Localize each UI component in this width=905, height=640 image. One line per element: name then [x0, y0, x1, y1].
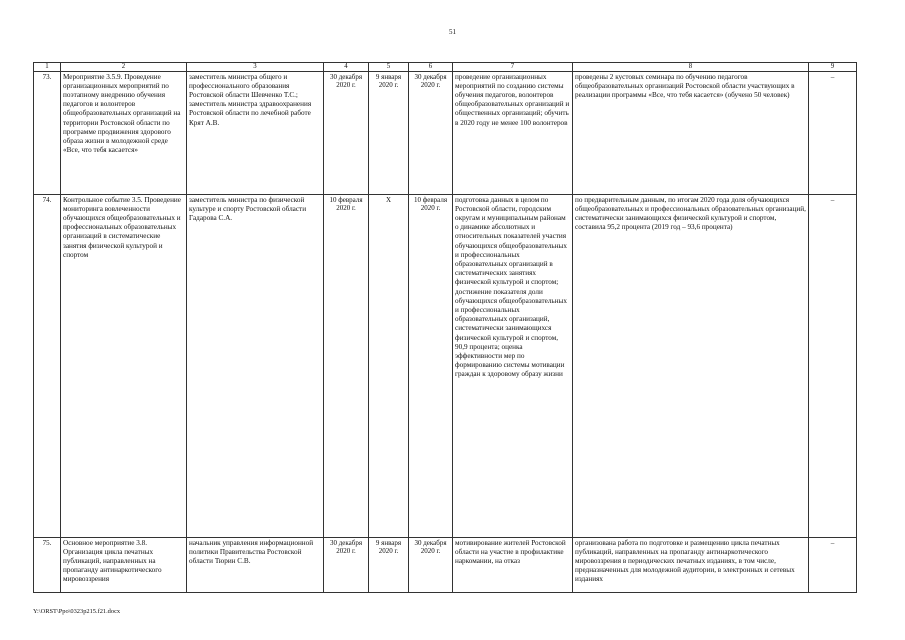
event-cell: Основное мероприятие 3.8. Организация цикла печатных публикаций, направленных на пропаганду антинаркотического мировоззрения: [61, 537, 187, 592]
column-header-7: 7: [453, 63, 573, 72]
column-header-5: 5: [369, 63, 409, 72]
page-number: 51: [449, 28, 456, 36]
column-header-3: 3: [187, 63, 324, 72]
result-cell: проведение организационных мероприятий по созданию системы обучения педагогов, волонтеров общеобразовательных организаций и общественных организаций; обучить в 2020 году не менее 100 волонтеров: [453, 71, 573, 194]
date-cell-4: 30 декабря 2020 г.: [324, 71, 369, 194]
date-cell-6: 30 декабря 2020 г.: [409, 71, 453, 194]
date-cell-6: 30 декабря 2020 г.: [409, 537, 453, 592]
event-cell: Мероприятие 3.5.9. Проведение организационных мероприятий по поэтапному внедрению обучения педагогов и волонтеров общеобразовательных организаций на территории Ростовской области по программе продвижения здорового образа жизни в молодежной среде «Все, что тебя касается»: [61, 71, 187, 194]
date-cell-5: 9 января 2020 г.: [369, 71, 409, 194]
date-cell-5: X: [369, 194, 409, 537]
event-cell: Контрольное событие 3.5. Проведение мониторинга вовлеченности обучающихся общеобразовательных и профессиональных образовательных организаций в систематические занятия физической культурой и спортом: [61, 194, 187, 537]
column-header-8: 8: [573, 63, 809, 72]
date-cell-6: 10 февраля 2020 г.: [409, 194, 453, 537]
responsible-cell: начальник управления информационной политики Правительства Ростовской области Тюрин С.В.: [187, 537, 324, 592]
actual-result-cell: организована работа по подготовке и размещению цикла печатных публикаций, направленных на пропаганду антинаркотического мировоззрения в периодических печатных изданиях, в том числе, предназначенных для молодежной аудитории, в электронных и сетевых изданиях: [573, 537, 809, 592]
column-header-9: 9: [809, 63, 857, 72]
date-cell-5: 9 января 2020 г.: [369, 537, 409, 592]
result-cell: мотивирование жителей Ростовской области на участие в профилактике наркомании, на отказ: [453, 537, 573, 592]
actual-result-cell: проведены 2 кустовых семинара по обучению педагогов общеобразовательных организаций Ростовской области участвующих в реализации программы «Все, что тебя касается» (обучено 50 человек): [573, 71, 809, 194]
actual-result-cell: по предварительным данным, по итогам 2020 года доля обучающихся общеобразовательных и профессиональных образовательных организаций, систематически занимающихся физической культурой и спортом, составила 95,2 процента (2019 год – 93,6 процента): [573, 194, 809, 537]
column-header-1: 1: [34, 63, 61, 72]
report-table: [33, 62, 857, 593]
row-number: 75.: [34, 537, 61, 592]
date-cell-4: 30 декабря 2020 г.: [324, 537, 369, 592]
row-number: 73.: [34, 71, 61, 194]
column-header-4: 4: [324, 63, 369, 72]
column-header-row: [34, 63, 857, 72]
table-row: [34, 537, 857, 592]
result-cell: подготовка данных в целом по Ростовской области, городским округам и муниципальным районам о динамике абсолютных и относительных показателей участия обучающихся общеобразовательных и профессиональных образовательных организаций в систематических занятиях физической культурой и спортом; достижение показателя доли обучающихся общеобразовательных и профессиональных образовательных организаций, систематически занимающихся физической культурой и спортом, 90,9 процента; оценка эффективности мер по формированию системы мотивации граждан к здоровому образу жизни: [453, 194, 573, 537]
column-header-6: 6: [409, 63, 453, 72]
footer-file-path: Y:\ORST\Ppo\0323p215.f21.docx: [33, 608, 121, 615]
table-row: [34, 71, 857, 194]
notes-cell: –: [809, 537, 857, 592]
row-number: 74.: [34, 194, 61, 537]
date-cell-4: 10 февраля 2020 г.: [324, 194, 369, 537]
notes-cell: –: [809, 71, 857, 194]
table-row: [34, 194, 857, 537]
column-header-2: 2: [61, 63, 187, 72]
responsible-cell: заместитель министра по физической культуре и спорту Ростовской области Гадарова С.А.: [187, 194, 324, 537]
responsible-cell: заместитель министра общего и профессионального образования Ростовской области Шевченко Т.С.; заместитель министра здравоохранения Ростовской области по лечебной работе Крят А.В.: [187, 71, 324, 194]
notes-cell: –: [809, 194, 857, 537]
